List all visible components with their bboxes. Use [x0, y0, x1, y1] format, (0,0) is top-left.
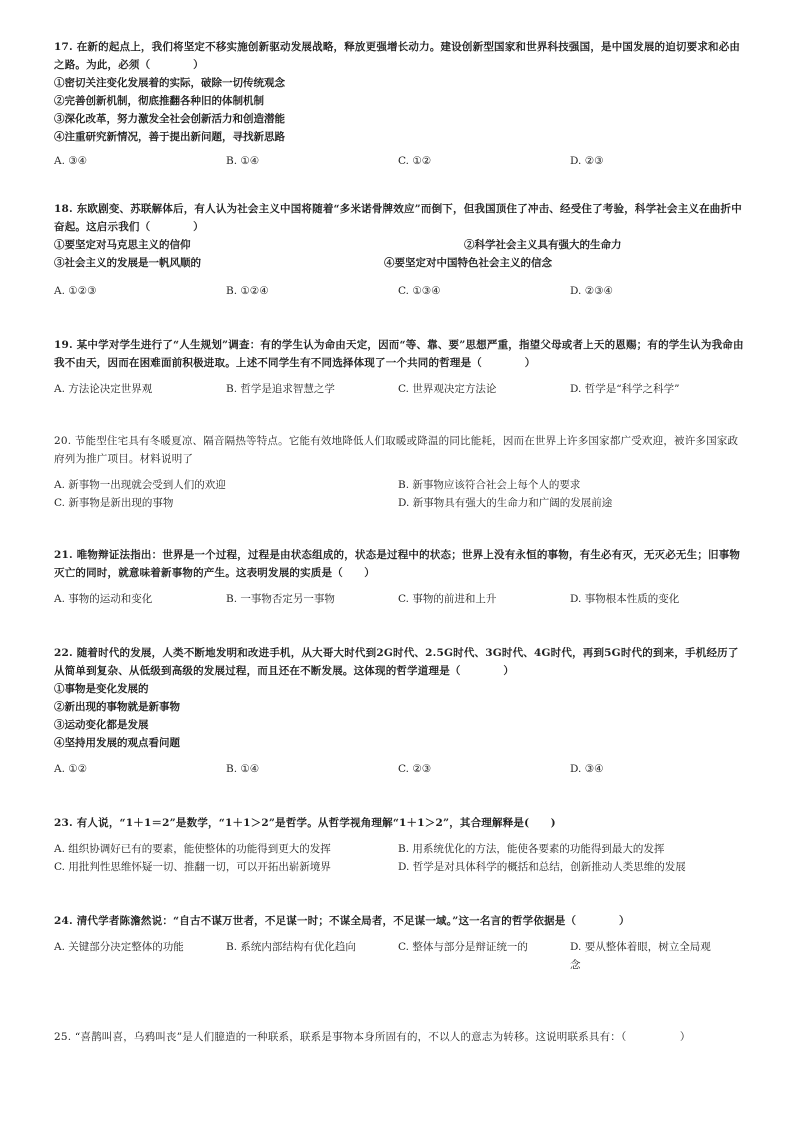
- question-stem: 20. 节能型住宅具有冬暖夏凉、隔音隔热等特点。它能有效地降低人们取暖或降温的同比能耗，因而在世界上许多国家都广受欢迎，被许多国家政府列为推广项目。材料说明了: [54, 435, 739, 465]
- option-b[interactable]: B. 一事物否定另一事物: [226, 593, 335, 605]
- option-b[interactable]: B. 用系统优化的方法，能使各要素的功能得到最大的发挥: [398, 843, 665, 855]
- question-17: [54, 38, 744, 170]
- statement-item: ②完善创新机制，彻底推翻各种旧的体制机制: [54, 95, 264, 107]
- statement-item: ②科学社会主义具有强大的生命力: [464, 239, 622, 251]
- option-c[interactable]: C. 新事物是新出现的事物: [54, 497, 174, 509]
- option-c[interactable]: C. ①③④: [398, 285, 441, 297]
- question-22: [54, 644, 744, 778]
- option-d[interactable]: D. 要从整体着眼，树立全局观念: [570, 941, 711, 971]
- option-d[interactable]: D. ③④: [570, 763, 604, 775]
- answer-options: [54, 590, 744, 608]
- option-c[interactable]: C. ①②: [398, 155, 432, 167]
- option-d[interactable]: D. 事物根本性质的变化: [570, 593, 680, 605]
- option-d[interactable]: D. 哲学是“科学之科学”: [570, 383, 680, 395]
- option-c[interactable]: C. 事物的前进和上升: [398, 593, 497, 605]
- question-stem: 24. 清代学者陈澹然说：“自古不谋万世者，不足谋一时；不谋全局者，不足谋一域。”这一名言的哲学依据是（ ）: [54, 915, 630, 927]
- question-19: [54, 336, 744, 398]
- answer-options: [54, 840, 744, 876]
- answer-options: [54, 152, 744, 170]
- question-23: [54, 814, 744, 876]
- option-a[interactable]: A. 新事物一出现就会受到人们的欢迎: [54, 479, 226, 491]
- question-24: [54, 912, 744, 974]
- option-b[interactable]: B. ①②④: [226, 285, 269, 297]
- option-b[interactable]: B. 哲学是追求智慧之学: [226, 383, 335, 395]
- option-a[interactable]: A. ①②: [54, 763, 88, 775]
- statement-item: ②新出现的事物就是新事物: [54, 701, 180, 713]
- option-d[interactable]: D. 哲学是对具体科学的概括和总结，创新推动人类思维的发展: [398, 861, 686, 873]
- option-a[interactable]: A. 方法论决定世界观: [54, 383, 153, 395]
- option-b[interactable]: B. 系统内部结构有优化趋向: [226, 941, 356, 953]
- question-stem: 18. 东欧剧变、苏联解体后，有人认为社会主义中国将随着“多米诺骨牌效应”而倒下，但我国顶住了冲击、经受住了考验，科学社会主义在曲折中奋起。这启示我们（ ）: [54, 203, 742, 233]
- question-stem: 17. 在新的起点上，我们将坚定不移实施创新驱动发展战略，释放更强增长动力。建设创新型国家和世界科技强国，是中国发展的迫切要求和必由之路。为此，必须（ ）: [54, 41, 741, 71]
- option-a[interactable]: A. 事物的运动和变化: [54, 593, 153, 605]
- option-c[interactable]: C. 整体与部分是辩证统一的: [398, 941, 528, 953]
- question-stem: 22. 随着时代的发展，人类不断地发明和改进手机，从大哥大时代到2G时代、2.5G时代、3G时代、4G时代，再到5G时代的到来，手机经历了从简单到复杂、从低级到高级的发展过程，而且还在不断发展。这体现的哲学道理是（ ）: [54, 647, 739, 677]
- statement-item: ④注重研究新情况，善于提出新问题，寻找新思路: [54, 131, 285, 143]
- option-b[interactable]: B. 新事物应该符合社会上每个人的要求: [398, 479, 581, 491]
- option-a[interactable]: A. 组织协调好已有的要素，能使整体的功能得到更大的发挥: [54, 843, 331, 855]
- option-a[interactable]: A. 关键部分决定整体的功能: [54, 941, 184, 953]
- option-c[interactable]: C. 用批判性思维怀疑一切、推翻一切，可以开拓出崭新境界: [54, 861, 331, 873]
- statement-item: ①要坚定对马克思主义的信仰: [54, 239, 191, 251]
- question-18: [54, 200, 744, 300]
- option-d[interactable]: D. 新事物具有强大的生命力和广阔的发展前途: [398, 497, 613, 509]
- answer-options: [54, 380, 744, 398]
- question-20: [54, 432, 744, 512]
- question-stem: 25. “喜鹊叫喜，乌鸦叫丧”是人们臆造的一种联系，联系是事物本身所固有的，不以人的意志为转移。这说明联系具有：（ ）: [54, 1031, 691, 1043]
- statement-item: ④坚持用发展的观点看问题: [54, 737, 180, 749]
- statement-item: ③深化改革，努力激发全社会创新活力和创造潜能: [54, 113, 285, 125]
- option-b[interactable]: B. ①④: [226, 763, 260, 775]
- option-c[interactable]: C. ②③: [398, 763, 432, 775]
- statement-item: ①事物是变化发展的: [54, 683, 149, 695]
- question-stem: 21. 唯物辩证法指出：世界是一个过程，过程是由状态组成的，状态是过程中的状态；世界上没有永恒的事物，有生必有灭，无灭必无生；旧事物灭亡的同时，就意味着新事物的产生。这表明发展的实质是（ ）: [54, 549, 741, 579]
- statement-item: ③运动变化都是发展: [54, 719, 149, 731]
- question-stem: 19. 某中学对学生进行了“人生规划”调查：有的学生认为命由天定，因而“等、靠、要”思想严重，指望父母或者上天的恩赐；有的学生认为我命由我不由天，因而在困难面前积极进取。上述不同学生有不同选择体现了一个共同的哲理是（ ）: [54, 339, 744, 369]
- option-a[interactable]: A. ③④: [54, 155, 88, 167]
- statement-item: ④要坚定对中国特色社会主义的信念: [384, 257, 552, 269]
- option-d[interactable]: D. ②③④: [570, 285, 613, 297]
- answer-options: [54, 760, 744, 778]
- answer-options: [54, 938, 744, 974]
- option-c[interactable]: C. 世界观决定方法论: [398, 383, 497, 395]
- statement-item: ③社会主义的发展是一帆风顺的: [54, 257, 201, 269]
- answer-options: [54, 476, 744, 512]
- statement-item: ①密切关注变化发展着的实际，破除一切传统观念: [54, 77, 285, 89]
- question-25: [54, 1028, 744, 1046]
- option-a[interactable]: A. ①②③: [54, 285, 97, 297]
- option-d[interactable]: D. ②③: [570, 155, 604, 167]
- answer-options: [54, 282, 744, 300]
- question-stem: 23. 有人说，“1＋1＝2”是数学，“1＋1＞2”是哲学。从哲学视角理解“1＋1＞2”，其合理解释是( ): [54, 817, 556, 829]
- question-21: [54, 546, 744, 608]
- option-b[interactable]: B. ①④: [226, 155, 260, 167]
